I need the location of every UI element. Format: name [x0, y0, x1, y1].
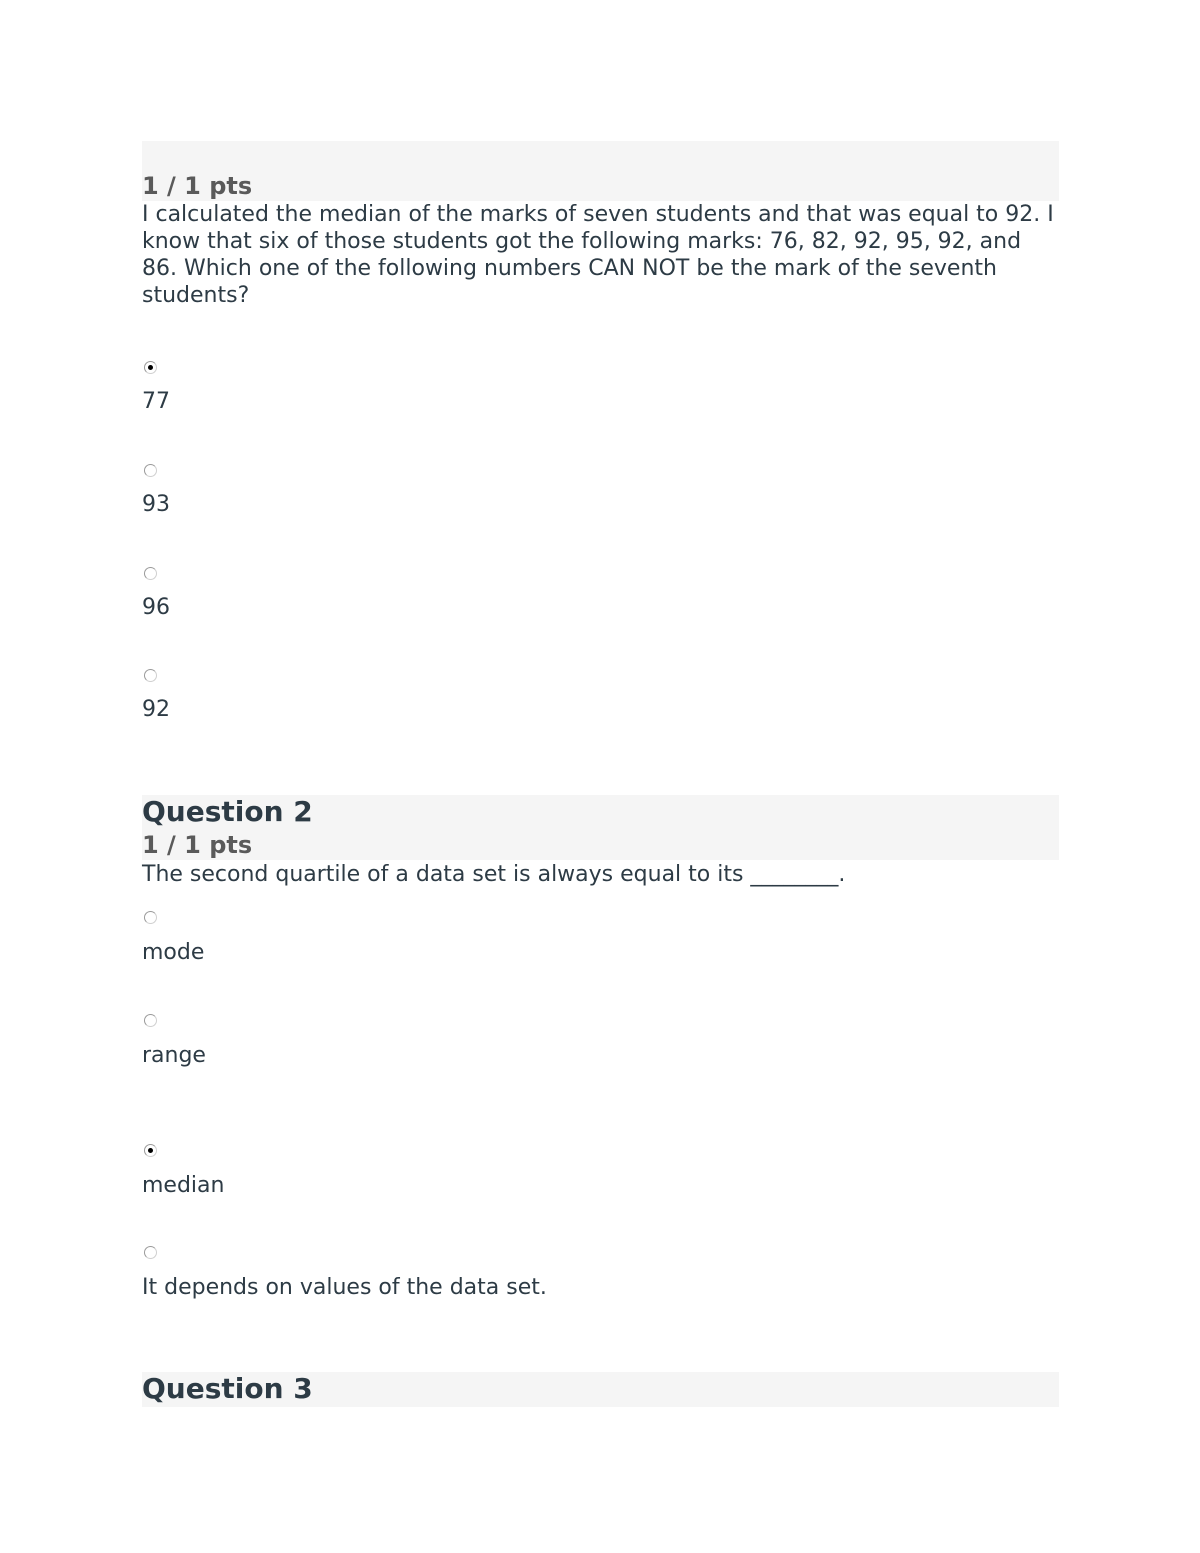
answer-label-96[interactable]: 96	[142, 595, 170, 620]
answer-label-median[interactable]: median	[142, 1173, 225, 1198]
question-1-text: I calculated the median of the marks of seven students and that was equal to 92. I know that six of those students got the following marks: 76, 82, 92, 95, 92, and 86. Which one of the following numbers CAN NOT be the mark of the seventh students?	[142, 202, 1054, 308]
question-2-title: Question 2	[142, 795, 313, 828]
question-1-points: 1 / 1 pts	[142, 172, 253, 200]
answer-radio-depends[interactable]	[144, 1246, 157, 1259]
question-2-points: 1 / 1 pts	[142, 831, 253, 859]
answer-label-92[interactable]: 92	[142, 697, 170, 722]
answer-radio-93[interactable]	[144, 464, 157, 477]
answer-label-93[interactable]: 93	[142, 492, 170, 517]
answer-label-mode[interactable]: mode	[142, 940, 205, 965]
answer-label-77[interactable]: 77	[142, 389, 170, 414]
answer-label-range[interactable]: range	[142, 1043, 206, 1068]
answer-label-depends[interactable]: It depends on values of the data set.	[142, 1275, 547, 1300]
answer-radio-range[interactable]	[144, 1014, 157, 1027]
question-2-text: The second quartile of a data set is always equal to its ________.	[142, 862, 846, 887]
question-3-title: Question 3	[142, 1372, 313, 1405]
answer-radio-median[interactable]	[144, 1144, 157, 1157]
answer-radio-96[interactable]	[144, 567, 157, 580]
answer-radio-mode[interactable]	[144, 911, 157, 924]
question-1-header	[142, 141, 1059, 201]
answer-radio-92[interactable]	[144, 669, 157, 682]
answer-radio-77[interactable]	[144, 361, 157, 374]
